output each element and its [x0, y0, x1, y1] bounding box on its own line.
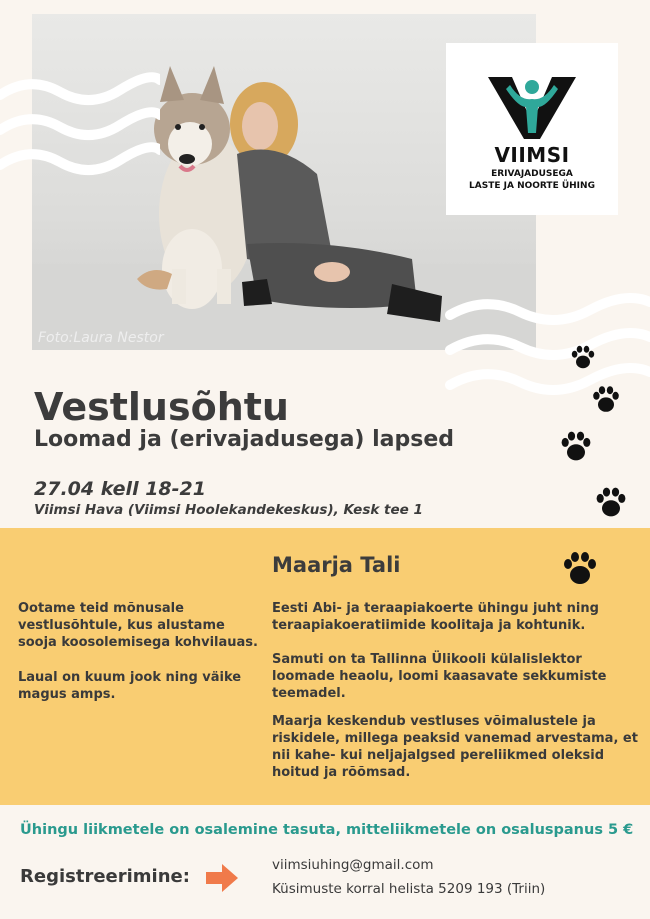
- refreshments-paragraph: Laual on kuum jook ning väike magus amps.: [18, 670, 242, 702]
- registration-label: Registreerimine:: [20, 866, 190, 887]
- paw-icon: [593, 484, 629, 520]
- speaker-bio-paragraph: Eesti Abi- ja teraapiakoerte ühingu juht ning teraapiakoeratiimide koolitaja ja kohtunik.: [272, 601, 599, 633]
- logo-subtitle-1: ERIVAJADUSEGA: [491, 169, 573, 179]
- participation-fee: Ühingu liikmetele on osalemine tasuta, mitteliikmetele on osaluspanus 5 €: [20, 822, 634, 838]
- event-date: 27.04 kell 18-21: [34, 478, 206, 500]
- event-location: Viimsi Hava (Viimsi Hoolekandekeskus), Kesk tee 1: [34, 502, 423, 518]
- registration-email[interactable]: viimsiuhing@gmail.com: [272, 857, 434, 873]
- event-subtitle: Loomad ja (erivajadusega) lapsed: [34, 427, 455, 452]
- speaker-lecturer-paragraph: Samuti on ta Tallinna Ülikooli külalislektor loomade heaolu, loomi kaasavate sekkumiste teemadel.: [272, 652, 607, 701]
- logo-name: VIIMSI: [494, 143, 570, 167]
- logo-card: [446, 43, 618, 215]
- talk-topic-paragraph: Maarja keskendub vestluses võimalustele ja riskidele, millega peaksid vanemad arvestama, et nii kahe- kui neljajalgsed pereliikmed oleksid hoitud ja rõõmsad.: [272, 714, 638, 780]
- paw-icon: [558, 428, 594, 464]
- paw-icon: [560, 548, 600, 588]
- speaker-name: Maarja Tali: [272, 553, 401, 577]
- photo-credit: Foto:Laura Nestor: [38, 330, 164, 346]
- logo-subtitle-2: LASTE JA NOORTE ÜHING: [469, 181, 595, 191]
- contact-phone[interactable]: Küsimuste korral helista 5209 193 (Triin): [272, 881, 546, 897]
- arrow-right-icon: [206, 864, 238, 892]
- paw-icon: [590, 383, 622, 415]
- intro-paragraph: Ootame teid mõnusale vestlusõhtule, kus alustame sooja koosolemisega kohvilauas.: [18, 601, 258, 650]
- logo-icon: [488, 73, 576, 139]
- wave-decoration-left: [0, 60, 160, 190]
- paw-icon: [569, 343, 597, 371]
- event-title: Vestlusõhtu: [34, 385, 289, 429]
